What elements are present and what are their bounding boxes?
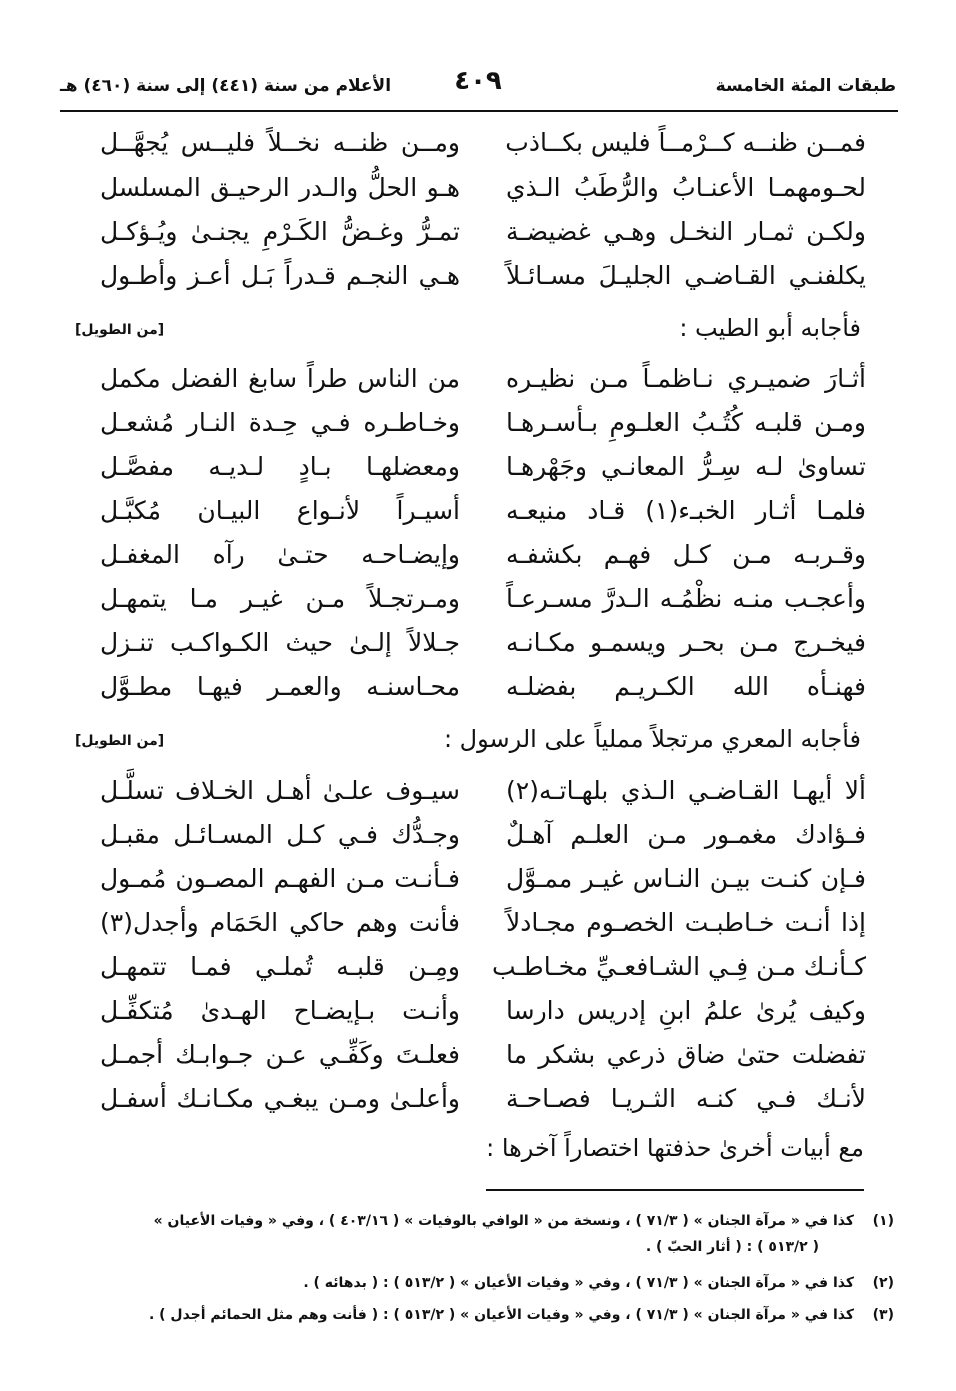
verse-right: فلمـا أثـار الخبـء(١) قـاد منيعـه: [506, 496, 866, 525]
footnote-number: (٣): [872, 1307, 894, 1323]
verse-left: ومعضلهـا بـادٍ لـديـه مفصَّـل: [100, 452, 460, 481]
running-header: [60, 66, 896, 110]
footnote-continuation: ( ٥١٣/٢ ) : ( أثار الحبّ ) .: [645, 1239, 819, 1255]
verse-left: فـأنـت مـن الفهـم المصـون مُمـول: [100, 864, 460, 893]
verse-left: وجـدُّك فـي كـل المسـائـل مقبـل: [100, 820, 460, 849]
verse-right: تفضلت حتىٰ ضاق ذرعي بشكر ما: [506, 1040, 866, 1069]
verse-right: وأعجـب منـه نظْمُـه الـدرَّ مسـرعـاً: [506, 584, 866, 613]
footnote-text: كذا في « مرآة الجنان » ( ٧١/٣ ) ، وفي « وفيات الأعيان » ( ٥١٣/٢ ) : ( فأنت وهم مثل الحمائم أجدل ) .: [148, 1307, 854, 1323]
verse-right: فمــن ظنــه كــرْمــاً فليس بكــاذب: [505, 128, 866, 157]
header-divider: [60, 110, 898, 112]
meter-label: [من الطويل]: [75, 322, 165, 338]
verse-right: فيخـرج مـن بحـر ويسمـو مكـانـه: [506, 628, 866, 657]
intro-maarri: فأجابه المعري مرتجلاً مملياً على الرسول :: [443, 725, 861, 753]
footnote-1: [66, 1208, 894, 1260]
verse-left: هـو الحلُّ والـدر الرحيـق المسلسل: [100, 173, 460, 202]
verse-left: ومـرتجـلاً مـن غيـر مـا يتمهـل: [100, 584, 460, 613]
verse-right: أثـارَ ضميـري نـاظمـاً مـن نظيـره: [506, 364, 866, 393]
verse-left: ومِـن قلبـه تُملـي فمـا تتمهـل: [100, 952, 460, 981]
verse-right: كـأنـك مـن فِـي الشـافعـيِّ مخـاطـب: [491, 952, 866, 981]
verse-left: تمـرُّ وغـضُّ الكَـرْمِ يجنـىٰ ويُـؤكـل: [100, 217, 460, 246]
verse-right: يكلفنـي القـاضـي الجليـلَ مسـائـلاً: [506, 261, 866, 290]
footnote-3: [66, 1302, 894, 1328]
verse-left: سيـوف علـىٰ أهـل الخـلاف تسلَّـل: [100, 776, 460, 805]
verse-left: وأعلـىٰ ومـن يبغـي مكـانـك أسفـل: [100, 1084, 460, 1113]
closing-line: مع أبيات أخرىٰ حذفتها اختصاراً آخرها :: [486, 1134, 864, 1162]
verse-right: ولكـن ثمـار النخـل وهـي غضيضـة: [506, 217, 866, 246]
verse-left: جـلالاً إلـىٰ حيث الكـواكـب تنـزل: [100, 628, 460, 657]
verse-left: فعلـتَ وكَفِّـي عـن جـوابـك أجمـل: [100, 1040, 460, 1069]
verse-left: أسيـراً لأنـواع البيـان مُكبَّـل: [100, 496, 460, 525]
page-number: ٤٠٩: [454, 66, 502, 96]
footnote-number: (١): [872, 1213, 894, 1229]
year-range-title: الأعلام من سنة (٤٤١) إلى سنة (٤٦٠) هـ: [60, 76, 392, 96]
meter-label: [من الطويل]: [75, 733, 165, 749]
verse-right: وكيف يُرىٰ علمُ ابنِ إدريس دارسا: [506, 996, 866, 1025]
verse-right: ألا أيهـا القـاضـي الـذي بلهـاتـه(٢): [506, 776, 866, 805]
verse-left: محـاسنـه والعمـر فيهـا مطـوَّل: [100, 672, 460, 701]
verse-right: إذا أنـت خـاطبـت الخصـوم مجـادلاً: [506, 908, 866, 937]
verse-left: وإيضـاحـه حتـىٰ رآه المغفـل: [100, 540, 460, 569]
footnote-text: كذا في « مرآة الجنان » ( ٧١/٣ ) ، وفي « وفيات الأعيان » ( ٥١٣/٢ ) : ( بدهائه ) .: [303, 1275, 854, 1291]
verse-left: وأنـت بـإيضـاح الهـدىٰ مُتكفِّـل: [100, 996, 460, 1025]
verse-right: فهنـأه الله الكـريـم بفضلـه: [506, 672, 866, 701]
footnote-text: كذا في « مرآة الجنان » ( ٧١/٣ ) ، ونسخة من « الوافي بالوفيات » ( ٤٠٣/١٦ ) ، وفي « وفيات الأعيان »: [153, 1213, 854, 1229]
footnote-divider: [486, 1189, 864, 1191]
verse-left: من الناس طراً سابغ الفضل مكمل: [100, 364, 460, 393]
section-title: طبقات المئة الخامسة: [715, 76, 896, 96]
verse-right: ومـن قلبـه كُتُـبُ العلـومِ بـأسـرهـا: [506, 408, 866, 437]
verse-right: وقـربـه مـن كـل فهـم بكشفـه: [506, 540, 866, 569]
footnote-2: [66, 1270, 894, 1296]
verse-right: فـؤادك مغمـور مـن العلـم آهـلٌ: [506, 820, 866, 849]
verse-left: فأنت وهم حاكي الحَمَام وأجدل(٣): [100, 908, 460, 937]
verse-left: وخـاطـره فـي حِـدة النـار مُشعـل: [100, 408, 460, 437]
verse-right: لأنـك فـي كنـه الثـريـا فصـاحـة: [506, 1084, 866, 1113]
verse-left: ومــن ظنــه نخــلاً فليــس يُجهَّــل: [100, 128, 460, 157]
verse-right: لحـومهمـا الأعنـابُ والرُّطَبُ الـذي: [506, 173, 866, 202]
verse-left: هـي النجـم قـدراً بَـل أعـز وأطـول: [100, 261, 460, 290]
intro-abu-tayyib: فأجابه أبو الطيب :: [679, 314, 861, 342]
footnote-number: (٢): [872, 1275, 894, 1291]
verse-right: فـإن كنـت بيـن النـاس غيـر ممـوَّل: [506, 864, 866, 893]
verse-right: تساوىٰ لـه سِـرُّ المعانـي وجَهْرهـا: [506, 452, 866, 481]
